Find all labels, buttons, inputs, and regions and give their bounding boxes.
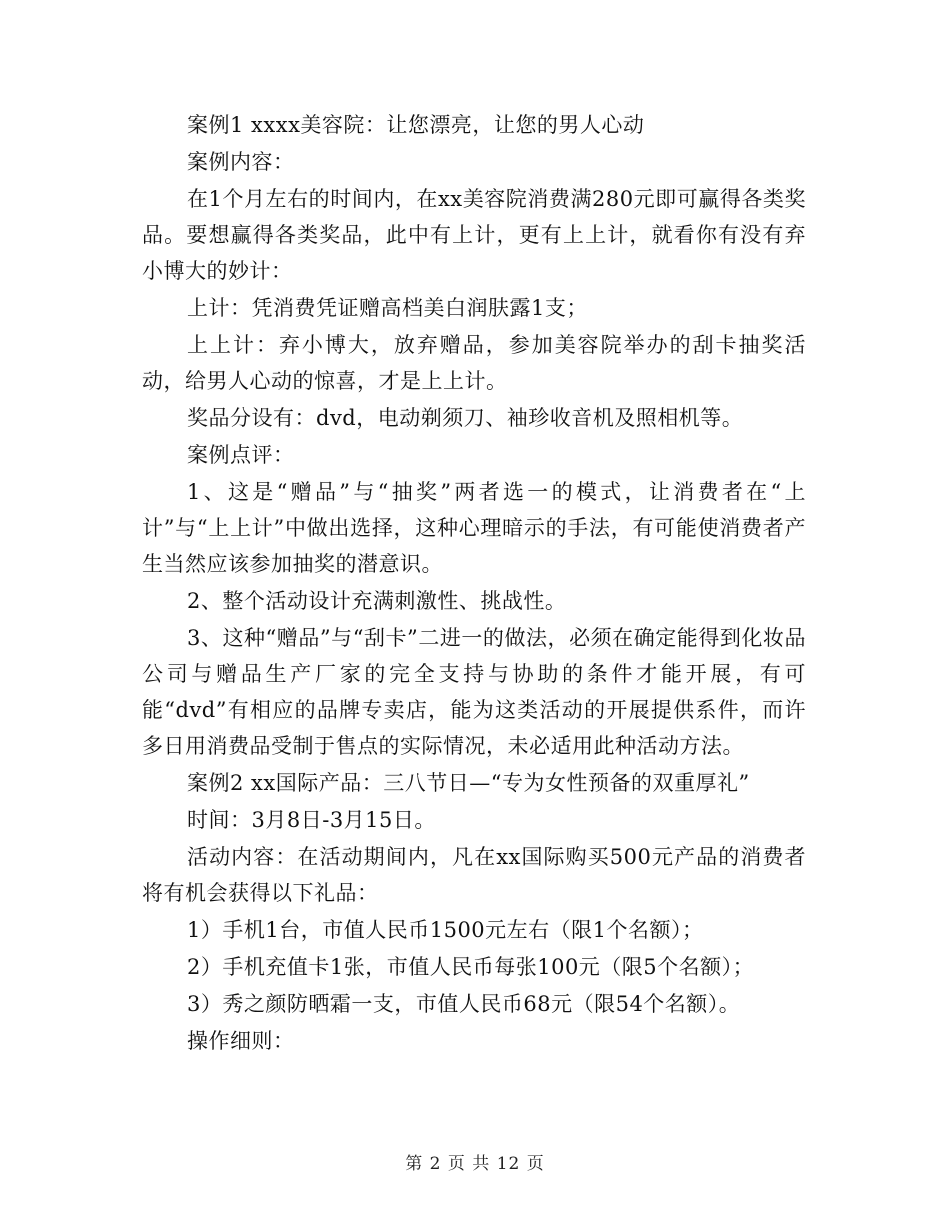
case2-activity-content: 活动内容：在活动期间内，凡在xx国际购买500元产品的消费者将有机会获得以下礼品：: [142, 845, 806, 905]
case2-prize-3: 3）秀之颜防晒霜一支，市值人民币68元（限54个名额）。: [187, 992, 741, 1016]
case2-operation-heading: 操作细则：: [187, 1029, 295, 1053]
case1-review-point-3: 3、这种“赠品”与“刮卡”二进一的做法，必须在确定能得到化妆品公司与赠品生产厂家的完全支持与协助的条件才能开展，有可能“dvd”有相应的品牌专卖店，能为这类活动的开展提供系件，而许多日用消费品受制于售点的实际情况，未必适用此种活动方法。: [142, 626, 806, 758]
case2-time: 时间：3月8日-3月15日。: [187, 808, 436, 832]
case2-prize-2: 2）手机充值卡1张，市值人民币每张100元（限5个名额）；: [187, 955, 755, 979]
case1-review-heading: 案例点评：: [187, 443, 295, 467]
case1-title: 案例1 xxxx美容院：让您漂亮，让您的男人心动: [187, 113, 645, 137]
case1-description: 在1个月左右的时间内，在xx美容院消费满280元即可赢得各类奖品。要想赢得各类奖品，此中有上计，更有上上计，就看你有没有弃小博大的妙计：: [142, 187, 806, 283]
case2-title: 案例2 xx国际产品：三八节日—“专为女性预备的双重厚礼”: [187, 771, 750, 795]
case1-prizes: 奖品分设有：dvd，电动剃须刀、袖珍收音机及照相机等。: [187, 406, 744, 430]
page-number-footer: 第 2 页 共 12 页: [405, 1154, 545, 1174]
document-body: [142, 107, 806, 1060]
case2-prize-1: 1）手机1台，市值人民币1500元左右（限1个名额）；: [187, 918, 704, 942]
case1-review-point-2: 2、整个活动设计充满刺激性、挑战性。: [187, 589, 567, 613]
case1-upper-plan: 上计：凭消费凭证赠高档美白润肤露1支；: [187, 296, 588, 320]
case1-review-point-1: 1、这是“赠品”与“抽奖”两者选一的模式，让消费者在“上计”与“上上计”中做出选择，这种心理暗示的手法，有可能使消费者产生当然应该参加抽奖的潜意识。: [142, 480, 806, 576]
case1-best-plan: 上上计：弃小博大，放弃赠品，参加美容院举办的刮卡抽奖活动，给男人心动的惊喜，才是上上计。: [142, 333, 806, 393]
case1-content-heading: 案例内容：: [187, 150, 295, 174]
